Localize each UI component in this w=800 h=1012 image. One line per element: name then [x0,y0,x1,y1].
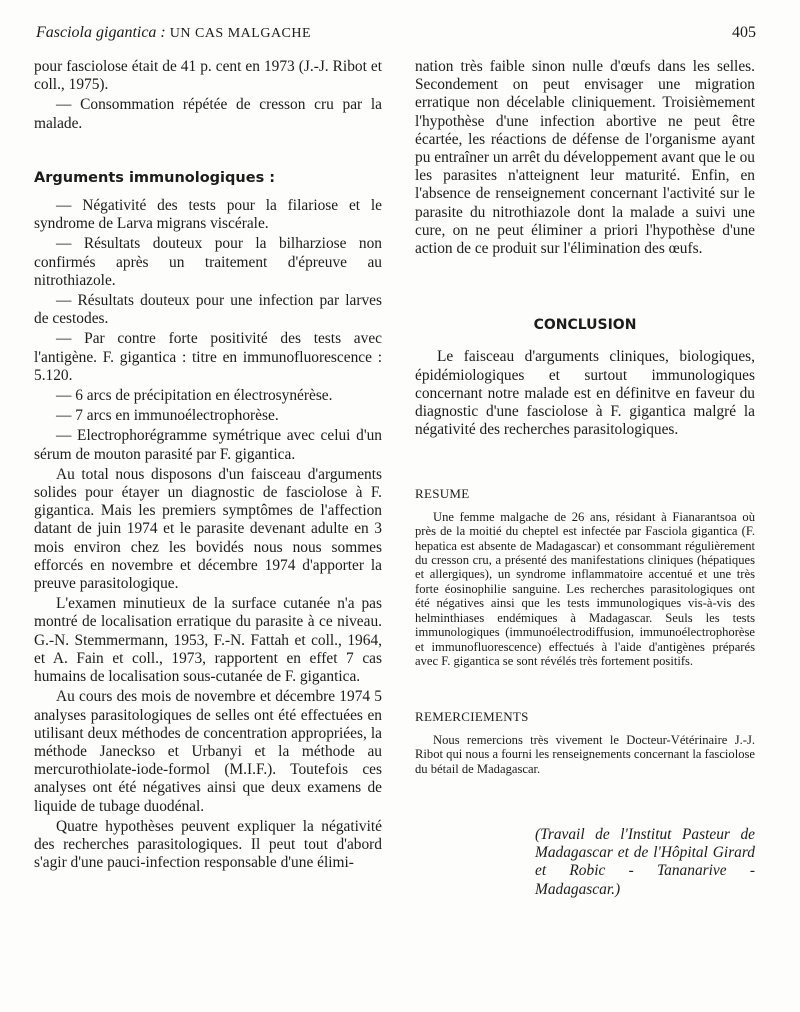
institution-credit: (Travail de l'Institut Pasteur de Madagascar et de l'Hôpital Girard et Robic - Tananarive - Madagascar.) [535,825,755,898]
paragraph: L'examen minutieux de la surface cutanée n'a pas montré de localisation erratique du parasite à ce niveau. G.-N. Stemmermann, 1953, F.-N. Fattah et coll., 1964, et A. Fain et coll., 1973, rapportent en effet 7 cas humains de localisation sous-cutanée de F. gigantica. [34,595,382,686]
section-heading-immunologiques: Arguments immunologiques : [34,169,276,186]
resume-paragraph: Une femme malgache de 26 ans, résidant à Fianarantsoa où près de la moitié du cheptel est infectée par Fasciola gigantica (F. hepatica est absente de Madagascar) et consommant régulièrement du cresson cru, a présenté des manifestations cliniques (hépatiques et allergiques), un syndrome inflammatoire accentué et une très forte éosinophilie sanguine. Les recherches parasitologiques ont été négatives ainsi que les tests immunologiques vis-à-vis des helminthiases endémiques à Madagascar. Seuls les tests immunologiques (immunoélectrodiffusion, immunoélectrophorèse et immunofluorescence) effectués à l'aide d'antigènes préparés avec F. gigantica se sont révélés très fortement positifs. [415,509,755,668]
paragraph: — Par contre forte positivité des tests avec l'antigène. F. gigantica : titre en immunofluorescence : 5.120. [34,330,382,384]
running-title [36,24,311,42]
conclusion-paragraph: Le faisceau d'arguments cliniques, biologiques, épidémiologiques et surtout immunologiques concernant notre malade est en définitve en faveur du diagnostic d'une fasciolose à F. gigantica malgré la négativité des recherches parasitologiques. [415,348,755,439]
acknowledgements-paragraph: Nous remercions très vivement le Docteur-Vétérinaire J.-J. Ribot qui nous a fourni les renseignements concernant la fasciolose du bétail de Madagascar. [415,732,755,776]
left-column [34,58,382,872]
paragraph: — Résultats douteux pour la bilharziose non confirmés après un traitement d'épreuve au nitrothiazole. [34,235,382,289]
resume-section [415,487,755,776]
paragraph: — 7 arcs en immunoélectrophorèse. [56,407,279,425]
paragraph: Au cours des mois de novembre et décembre 1974 5 analyses parasitologiques de selles ont été effectuées en utilisant deux méthodes de concentration appropriées, la méthode Janeckso et Urbanyi et la méthode au mercurothiolate-iode-formol (M.I.F.). Toutefois ces analyses ont été négatives ainsi que deux examens de liquide de tubage duodénal. [34,688,382,815]
paragraph: pour fasciolose était de 41 p. cent en 1973 (J.-J. Ribot et coll., 1975). [34,58,382,94]
running-head [36,24,756,42]
resume-heading: RESUME [415,486,470,502]
paragraph: Quatre hypothèses peuvent expliquer la négativité des recherches parasitologiques. Il peut tout d'abord s'agir d'une pauci-infection responsable d'une élimi- [34,817,382,872]
running-title-italic: Fasciola gigantica : [36,24,166,41]
conclusion-heading: CONCLUSION [533,317,637,334]
paragraph: — Electrophorégramme symétrique avec celui d'un sérum de mouton parasité par F. gigantica. [34,427,382,463]
paragraph: — 6 arcs de précipitation en électrosynérèse. [56,387,333,405]
running-title-rest: UN CAS MALGACHE [169,26,312,41]
paragraph: — Négativité des tests pour la filariose et le syndrome de Larva migrans viscérale. [34,197,382,233]
paragraph: — Consommation répétée de cresson cru par la malade. [34,96,382,132]
paragraph: Au total nous disposons d'un faisceau d'arguments solides pour étayer un diagnostic de fasciolose à F. gigantica. Mais les premiers symptômes de l'affection datant de juin 1974 et le parasite devenant adulte en 3 mois environ chez les bovidés nous nous sommes efforcés en novembre et décembre 1974 d'apporter la preuve parasitologique. [34,465,382,593]
right-column [415,58,755,899]
page-number: 405 [732,24,756,41]
paragraph: nation très faible sinon nulle d'œufs dans les selles. Secondement on peut envisager une migration erratique non décelable cliniquement. Troisièmement l'hypothèse d'une infection abortive ne peut être écartée, les réactions de défense de l'organisme ayant pu entraîner un arrêt du développement avant que le ou les parasites n'atteignent leur maturité. Enfin, en l'absence de renseignement concernant l'activité sur le parasite du nitrothiazole dont la malade a suivi une cure, on ne peut éliminer a priori l'hypothèse d'une action de ce produit sur l'élimination des œufs. [415,58,755,258]
acknowledgements-heading: REMERCIEMENTS [415,709,529,725]
paragraph: — Résultats douteux pour une infection par larves de cestodes. [34,292,382,328]
